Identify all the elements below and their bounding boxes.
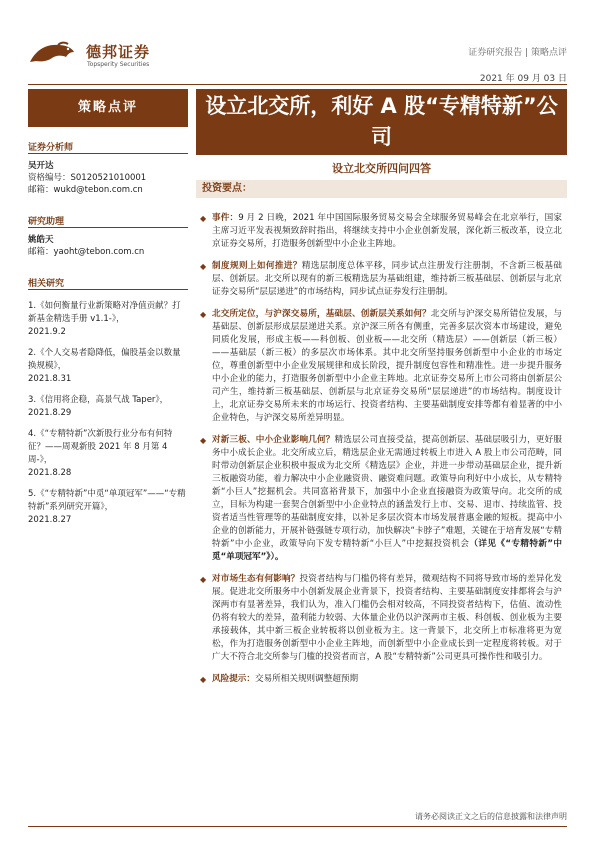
- analyst-section-title: 证券分析师: [28, 143, 74, 153]
- paragraph-text: 精选层制度总体平移，同步试点注册发行注册制，不含新三板基础层、创新层。北交所以现有的新三板精选层为基础组建，维持新三板基础层、创新层与北京证券交易所“层层递进”的市场结构，同步试点证券发行注册制。: [212, 261, 562, 297]
- paragraph-text: 9 月 2 日晚，2021 年中国国际服务贸易交易会全球服务贸易峰会在北京举行，国家主席习近平发表视频致辞时指出，将继续支持中小企业创新发展，深化新三板改革，设立北京证券交易所，打造服务创新型中小企业主阵地。: [212, 213, 562, 249]
- analyst-name: 吴开达: [28, 161, 54, 171]
- paragraph-text: 交易所相关规则调整超预期: [254, 674, 359, 684]
- page-subtitle: 设立北交所四问四答: [332, 162, 431, 175]
- related-item-title: 3.《信用将企稳，高景气战 Taper》，: [28, 395, 169, 405]
- assistant-email[interactable]: 邮箱：yaoht@tebon.com.cn: [28, 247, 145, 257]
- paragraph-lead: 事件：: [212, 213, 239, 223]
- page-title: 设立北交所，利好 A 股“专精特新”公司: [196, 89, 567, 155]
- paragraph-text: 精选层公司直接受益，提高创新层、基础层吸引力，更好服务中小成长企业。北交所成立后，精选层企业无需通过转板上市进入 A 股上市公司范畴，同时带动创新层企业积极申报成为北交所《精选层》企业，并进一步带动基础层企业，提升新三板融资功能，着力解决中小企业融资贵、融资难问题。政策导向利好中小成长，从专精特新“小巨人”挖掘机会。共同富裕背景下，加强中小企业直接融资为政策导向。北交所的成立，目标为构建一套契合创新型中小企业特点的涵盖发行上市、交易、退市、持续监管、投资者适当性管理等的基础制度安排，以补足多层次资本市场发展普惠金融的短板。提高中小企业的创新能力，开展补链强链专项行动，加快解决“卡脖子”难题，关键在于培育发展“专精特新”中小企业，政策导向下发专精特新“小巨人”中挖掘投资机会: [212, 435, 562, 549]
- related-item-title: 5.《“专精特新”中觅“单项冠军”——“专精特新”系列研究开篇》，: [28, 489, 186, 512]
- key-point-paragraph: [200, 573, 562, 664]
- related-item[interactable]: [28, 488, 188, 527]
- analyst-cert: 资格编号：S0120521010001: [28, 173, 147, 183]
- paragraph-lead: 风险提示：: [212, 674, 255, 684]
- analyst-divider: [28, 153, 188, 154]
- related-item[interactable]: [28, 428, 188, 480]
- bullet-icon: ◆: [200, 575, 207, 584]
- paragraph-text: 北交所与沪深交易所错位发展，与基础层、创新层形成层层递进关系。京沪深三所各有侧重，完善多层次资本市场建设，避免同质化发展，形成主板——科创板、创业板——北交所（精选层）——创新层（新三板）——基础层（新三板）的多层次市场体系。其中北交所坚持服务创新型中小企业的市场定位，尊重创新型中小企业发展规律和成长阶段，提升制度包容性和精准性。进一步提升服务中小企业的能力，打造服务创新型中小企业主阵地。北京证券交易所上市公司将由创新层公司产生，维持新三板基础层、创新层与北京证券交易所“层层递进”的市场结构。制度设计上，北京证券交易所未来的市场运行、投资者结构、主要基础制度安排等都有着显著的中小企业特色，与沪深交易所差异明显。: [212, 309, 562, 423]
- related-divider: [28, 289, 188, 290]
- bullet-icon: ◆: [200, 262, 207, 271]
- paragraph-lead: 对新三板、中小企业影响几何？: [212, 435, 335, 445]
- assistant-divider: [28, 227, 188, 228]
- key-point-paragraph: [200, 434, 562, 564]
- paragraph-lead: 对市场生态有何影响？: [212, 574, 300, 584]
- analyst-email[interactable]: 邮箱：wukd@tebon.com.cn: [28, 185, 143, 195]
- brand-name: 德邦证券: [86, 43, 151, 61]
- key-point-paragraph: [200, 308, 562, 425]
- bullet-icon: ◆: [200, 214, 207, 223]
- related-section-title: 相关研究: [28, 279, 65, 289]
- related-item-date: 2021.8.28: [28, 468, 72, 478]
- assistant-name: 姚皓天: [28, 235, 54, 245]
- bullet-icon: ◆: [200, 436, 207, 445]
- footer-divider: [28, 826, 567, 827]
- related-item-title: 2.《个人交易者隐降低，偏股基金以数量换规模》，: [28, 348, 181, 371]
- footer-disclaimer: 请务必阅读正文之后的信息披露和法律声明: [415, 812, 567, 821]
- related-item-date: 2021.8.29: [28, 408, 72, 418]
- related-item-date: 2021.8.31: [28, 374, 72, 384]
- leopard-logo-icon: [28, 40, 76, 66]
- related-item-date: 2021.8.27: [28, 515, 72, 525]
- report-type: 证券研究报告 | 策略点评: [468, 48, 567, 58]
- key-points-heading: 投资要点：: [196, 180, 567, 198]
- related-item-title: 4.《“专精特新”次新股行业分布有何特征？——周观新股 2021 年 8 月第 4 周-》，: [28, 429, 173, 465]
- brand-english: Topsperity Securities: [87, 61, 150, 68]
- related-item[interactable]: [28, 300, 188, 339]
- report-date: 2021 年 09 月 03 日: [479, 74, 567, 84]
- related-item-title: 1.《如何衡量行业新策略对净值贡献？打新基金精选手册 v1.1-》，: [28, 301, 181, 324]
- paragraph-lead: 制度规则上如何推进？: [212, 261, 302, 271]
- key-point-paragraph: [200, 260, 562, 299]
- bullet-icon: ◆: [200, 675, 207, 684]
- bullet-icon: ◆: [200, 310, 207, 319]
- related-item[interactable]: [28, 347, 188, 386]
- header-divider: [28, 84, 567, 85]
- key-point-paragraph: [200, 673, 562, 686]
- paragraph-text: 投资者结构与门槛仍将有差异，微观结构不同将导致市场的差异化发展。促进北交所服务中小创新发展企业背景下，投资者结构、主要基础制度安排都将会与沪深两市有显著差异，我们认为，准入门槛仍会相对较高，不同投资者结构下，估值、流动性仍将有较大的差异，盈利能力较弱、大体量企业仍以沪深两市主板、科创板、创业板为主要承接载体，其中新三板企业转板将以创业板为主。这一背景下，北交所上市标准将更为宽松，作为打造服务创新型中小企业主阵地，而创新型中小企业成长到一定程度将转板。对于广大不符合北交所参与门槛的投资者而言，A 股“专精特新”公司更具可操作性和吸引力。: [212, 574, 562, 662]
- assistant-section-title: 研究助理: [28, 217, 65, 227]
- category-label: 策略点评: [28, 89, 188, 127]
- paragraph-reference: （详见《“专精特新”中觅“单项冠军”》）。: [212, 539, 563, 562]
- key-point-paragraph: [200, 212, 562, 251]
- related-list: [28, 300, 188, 535]
- key-points-body: [200, 212, 562, 695]
- paragraph-lead: 北交所定位，与沪深交易所，基础层、创新层关系如何？: [212, 309, 431, 319]
- related-item-date: 2021.9.2: [28, 327, 66, 337]
- related-item[interactable]: [28, 394, 188, 420]
